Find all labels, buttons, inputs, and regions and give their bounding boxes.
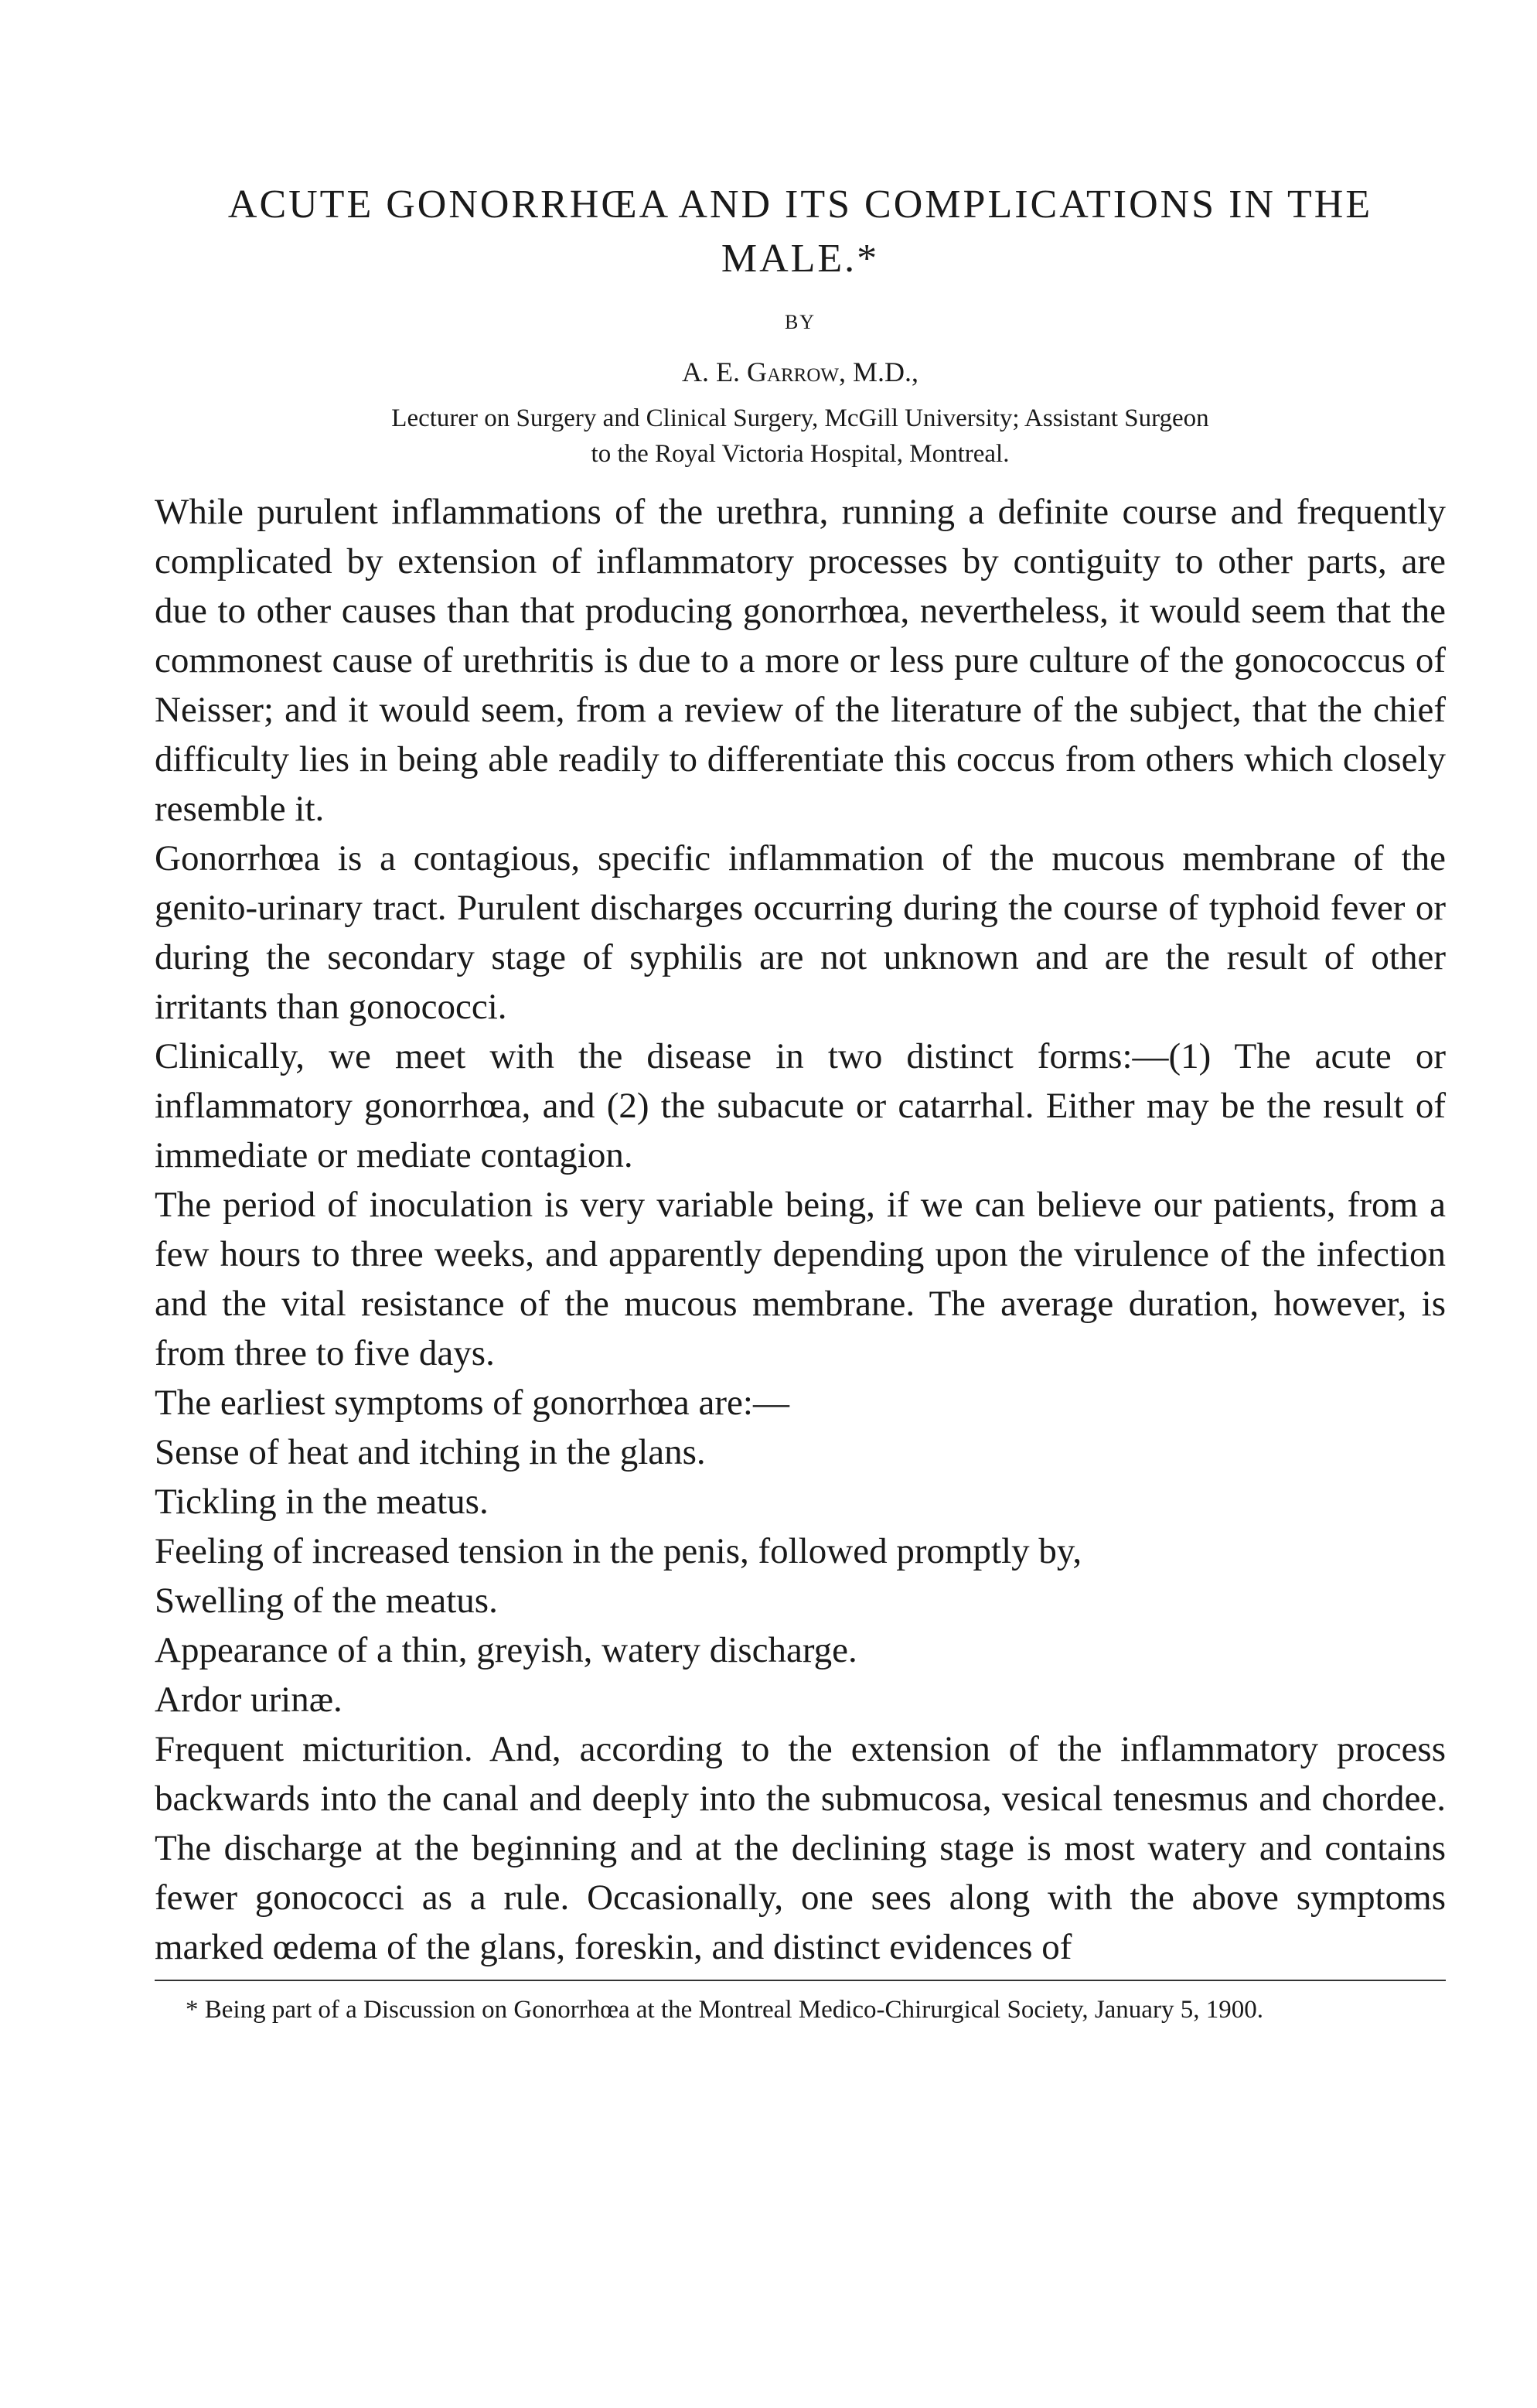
paragraph-1: While purulent inflammations of the urethra, running a definite course and frequently complicated by extension of inflammatory processes by contiguity to other parts, are due to other causes than that producing gonorrhœa, nevertheless, it would seem that the commonest cause of urethritis is due to a more or less pure culture of the gonococcus of Neisser; and it would seem, from a review of the literature of the subject, that the chief difficulty lies in being able readily to differentiate this coccus from others which closely resemble it. (155, 492, 1446, 829)
footnote-text: * Being part of a Discussion on Gonorrhœa at the Montreal Medico-Chirurgical Society, January 5, 1900. (186, 1996, 1263, 2024)
author-name: A. E. Garrow, M.D., (681, 356, 919, 387)
title-line-1: ACUTE GONORRHŒA AND ITS COMPLICATIONS IN THE (227, 182, 1373, 227)
article-body (155, 487, 1446, 1972)
symptom-item: Swelling of the meatus. (155, 1581, 498, 1621)
symptom-item: Ardor urinæ. (155, 1680, 343, 1720)
footnote-divider (155, 1980, 1446, 1981)
symptom-item: Appearance of a thin, greyish, watery discharge. (155, 1630, 857, 1670)
footnote (155, 1992, 1446, 2028)
affiliation-line-1: Lecturer on Surgery and Clinical Surgery, McGill University; Assistant Surgeon (391, 404, 1209, 432)
paragraph-4: The period of inoculation is very variable being, if we can believe our patients, from a few hours to three weeks, and apparently depending upon the virulence of the infection and the vital resistance of the mucous membrane. The average duration, however, is from three to five days. (155, 1185, 1446, 1373)
affiliation-line-2: to the Royal Victoria Hospital, Montreal. (591, 440, 1010, 468)
title-line-2: MALE.* (721, 237, 880, 281)
paragraph-5: The earliest symptoms of gonorrhœa are:— (155, 1383, 789, 1423)
paragraph-final: Frequent micturition. And, according to the extension of the inflammatory process backwards into the canal and deeply into the submucosa, vesical tenesmus and chordee. The discharge at the beginning and at the declining stage is most watery and contains fewer gonococci as a rule. Occasionally, one sees along with the above symptoms marked œdema of the glans, foreskin, and distinct evidences of (155, 1729, 1446, 1967)
article-title (155, 178, 1446, 286)
paragraph-2: Gonorrhœa is a contagious, specific inflammation of the mucous membrane of the genito-urinary tract. Purulent discharges occurring during the course of typhoid fever or during the secondary stage of syphilis are not unknown and are the result of other irritants than gonococci. (155, 838, 1446, 1027)
author-affiliation (155, 401, 1446, 472)
symptom-item: Feeling of increased tension in the penis, followed promptly by, (155, 1531, 1082, 1571)
byline-label: BY (784, 311, 816, 333)
symptom-item: Tickling in the meatus. (155, 1482, 489, 1522)
symptom-item: Sense of heat and itching in the glans. (155, 1432, 706, 1472)
paragraph-3: Clinically, we meet with the disease in two distinct forms:—(1) The acute or inflammatory gonorrhœa, and (2) the subacute or catarrhal. Either may be the result of immediate or mediate contagion. (155, 1036, 1446, 1175)
